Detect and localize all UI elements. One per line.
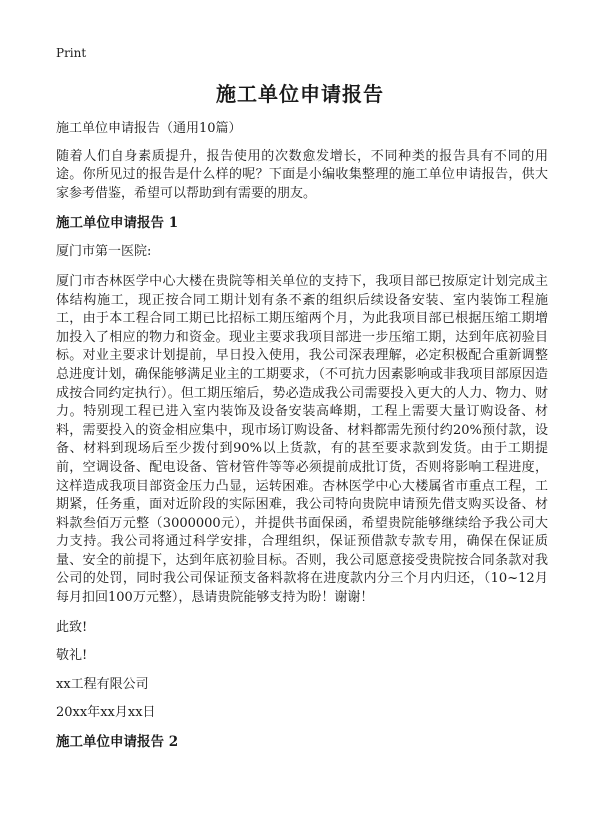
document-subtitle: 施工单位申请报告（通用10篇） bbox=[56, 121, 242, 136]
section-heading-1: 施工单位申请报告 1 bbox=[56, 215, 179, 232]
recipient-line: 厦门市第一医院: bbox=[56, 244, 152, 260]
section-heading-2: 施工单位申请报告 2 bbox=[56, 734, 179, 751]
print-link[interactable]: Print bbox=[56, 46, 87, 60]
document-content bbox=[56, 120, 548, 762]
document-date: 20xx年xx月xx日 bbox=[56, 705, 156, 721]
intro-paragraph: 随着人们自身素质提升，报告使用的次数愈发增长，不同种类的报告具有不同的用途。你所见过的报告是什么样的呢？下面是小编收集整理的施工单位申请报告，供大家参考借鉴，希望可以帮助到有需要的朋友。 bbox=[56, 148, 548, 201]
page-title: 施工单位申请报告 bbox=[216, 82, 384, 106]
closing-line-2: 敬礼! bbox=[56, 648, 88, 664]
company-name: xx工程有限公司 bbox=[56, 676, 149, 692]
closing-line-1: 此致! bbox=[56, 619, 88, 635]
body-paragraph: 厦门市杏林医学中心大楼在贵院等相关单位的支持下，我项目部已按原定计划完成主体结构施工，现正按合同工期计划有条不紊的组织后续设备安装、室内装饰工程施工，由于本工程合同工期已比招标工期压缩两个月，为此我项目部已根据压缩工期增加投入了相应的物力和资金。现业主要求我项目部进一步压缩工期，达到年底初验目标。对业主要求计划提前，早日投入使用，我公司深表理解，必定积极配合重新调整总进度计划，确保能够满足业主的工期要求，（不可抗力因素影响或非我项目部原因造成按合同约定执行）。但工期压缩后，势必造成我公司需要投入更大的人力、物力、财力。特别现工程已进入室内装饰及设备安装高峰期，工程上需要大量订购设备、材料，需要投入的资金相应集中，现市场订购设备、材料都需先预付约20%预付款，设备、材料到现场后至少拨付到90%以上货款，有的甚至要求款到发货。由于工期提前，空调设备、配电设备、管材管件等等必须提前成批订货，否则将影响工程进度，这样造成我项目部资金压力凸显，运转困难。杏林医学中心大楼属省市重点工程，工期紧，任务重，面对近阶段的实际困难，我公司特向贵院申请预先借支购买设备、材料款叁佰万元整（3000000元），并提供书面保函，希望贵院能够继续给予我公司大力支持。我公司将通过科学安排，合理组织，保证预借款专款专用，确保在保证质量、安全的前提下，达到年底初验目标。否则，我公司愿意接受贵院按合同条款对我公司的处罚，同时我公司保证预支备料款将在进度款内分三个月内归还，（10~12月每月扣回100万元整），恳请贵院能够支持为盼！谢谢！ bbox=[56, 273, 548, 606]
